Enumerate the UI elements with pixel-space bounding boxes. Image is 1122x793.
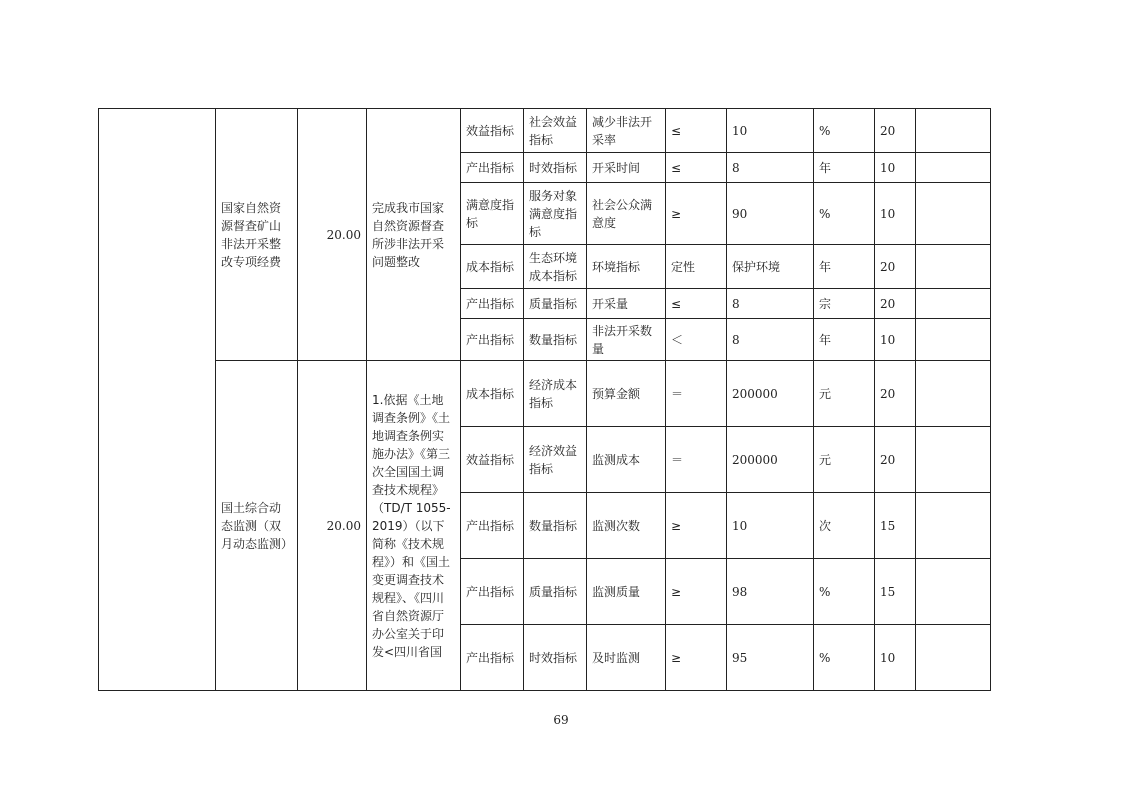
unit: % (814, 109, 875, 153)
target-value: 200000 (727, 361, 814, 427)
remark-cell (916, 183, 991, 245)
project-amount: 20.00 (298, 109, 367, 361)
level3-indicator: 社会公众满意度 (587, 183, 666, 245)
operator: ≤ (666, 109, 727, 153)
score: 20 (875, 427, 916, 493)
target-value: 200000 (727, 427, 814, 493)
level2-indicator: 经济效益指标 (524, 427, 587, 493)
score: 10 (875, 153, 916, 183)
operator: ＝ (666, 361, 727, 427)
operator: ＜ (666, 319, 727, 361)
level2-indicator: 社会效益指标 (524, 109, 587, 153)
project-goal: 完成我市国家自然资源督查所涉非法开采问题整改 (367, 109, 461, 361)
level3-indicator: 减少非法开采率 (587, 109, 666, 153)
unit: % (814, 559, 875, 625)
remark-cell (916, 559, 991, 625)
project-amount: 20.00 (298, 361, 367, 691)
remark-cell (916, 245, 991, 289)
operator: ≥ (666, 183, 727, 245)
unit: 元 (814, 361, 875, 427)
score: 10 (875, 625, 916, 691)
remark-cell (916, 319, 991, 361)
score: 15 (875, 493, 916, 559)
level2-indicator: 质量指标 (524, 559, 587, 625)
level2-indicator: 质量指标 (524, 289, 587, 319)
level3-indicator: 开采量 (587, 289, 666, 319)
target-value: 10 (727, 109, 814, 153)
table-row (99, 361, 991, 427)
operator: 定性 (666, 245, 727, 289)
score: 20 (875, 109, 916, 153)
level2-indicator: 数量指标 (524, 493, 587, 559)
level2-indicator: 数量指标 (524, 319, 587, 361)
level2-indicator: 生态环境成本指标 (524, 245, 587, 289)
level1-indicator: 产出指标 (461, 625, 524, 691)
remark-cell (916, 289, 991, 319)
score: 20 (875, 361, 916, 427)
remark-cell (916, 625, 991, 691)
level2-indicator: 经济成本指标 (524, 361, 587, 427)
score: 10 (875, 319, 916, 361)
level1-indicator: 产出指标 (461, 493, 524, 559)
level1-indicator: 成本指标 (461, 245, 524, 289)
unit: 宗 (814, 289, 875, 319)
score: 20 (875, 289, 916, 319)
level2-indicator: 时效指标 (524, 625, 587, 691)
level3-indicator: 监测质量 (587, 559, 666, 625)
project-name: 国家自然资源督查矿山非法开采整改专项经费 (216, 109, 298, 361)
level2-indicator: 服务对象满意度指标 (524, 183, 587, 245)
project-goal: 1.依据《土地调查条例》《土地调查条例实施办法》《第三次全国国土调查技术规程》（TD/T 1055-2019）（以下简称《技术规程》）和《国土变更调查技术规程》、《四川省自然资源厅办公室关于印发<四川省国 (367, 361, 461, 691)
level3-indicator: 开采时间 (587, 153, 666, 183)
target-value: 98 (727, 559, 814, 625)
score: 10 (875, 183, 916, 245)
operator: ≤ (666, 153, 727, 183)
level3-indicator: 及时监测 (587, 625, 666, 691)
dept-cell (99, 109, 216, 691)
level1-indicator: 产出指标 (461, 153, 524, 183)
project-name: 国土综合动态监测（双月动态监测） (216, 361, 298, 691)
operator: ≤ (666, 289, 727, 319)
remark-cell (916, 427, 991, 493)
level3-indicator: 环境指标 (587, 245, 666, 289)
unit: 元 (814, 427, 875, 493)
unit: 次 (814, 493, 875, 559)
unit: 年 (814, 245, 875, 289)
level1-indicator: 产出指标 (461, 319, 524, 361)
operator: ≥ (666, 559, 727, 625)
remark-cell (916, 109, 991, 153)
level3-indicator: 非法开采数量 (587, 319, 666, 361)
unit: % (814, 625, 875, 691)
level3-indicator: 监测成本 (587, 427, 666, 493)
level3-indicator: 预算金额 (587, 361, 666, 427)
target-value: 8 (727, 289, 814, 319)
target-value: 保护环境 (727, 245, 814, 289)
unit: 年 (814, 153, 875, 183)
unit: % (814, 183, 875, 245)
table-row (99, 109, 991, 153)
operator: ≥ (666, 493, 727, 559)
remark-cell (916, 153, 991, 183)
level1-indicator: 成本指标 (461, 361, 524, 427)
level1-indicator: 效益指标 (461, 109, 524, 153)
unit: 年 (814, 319, 875, 361)
operator: ≥ (666, 625, 727, 691)
level2-indicator: 时效指标 (524, 153, 587, 183)
score: 15 (875, 559, 916, 625)
remark-cell (916, 493, 991, 559)
target-value: 90 (727, 183, 814, 245)
page-number: 69 (553, 713, 569, 727)
remark-cell (916, 361, 991, 427)
target-value: 8 (727, 319, 814, 361)
level1-indicator: 效益指标 (461, 427, 524, 493)
target-value: 10 (727, 493, 814, 559)
level1-indicator: 满意度指标 (461, 183, 524, 245)
target-value: 95 (727, 625, 814, 691)
target-value: 8 (727, 153, 814, 183)
level3-indicator: 监测次数 (587, 493, 666, 559)
score: 20 (875, 245, 916, 289)
level1-indicator: 产出指标 (461, 289, 524, 319)
level1-indicator: 产出指标 (461, 559, 524, 625)
operator: ＝ (666, 427, 727, 493)
performance-indicator-table (98, 108, 991, 691)
